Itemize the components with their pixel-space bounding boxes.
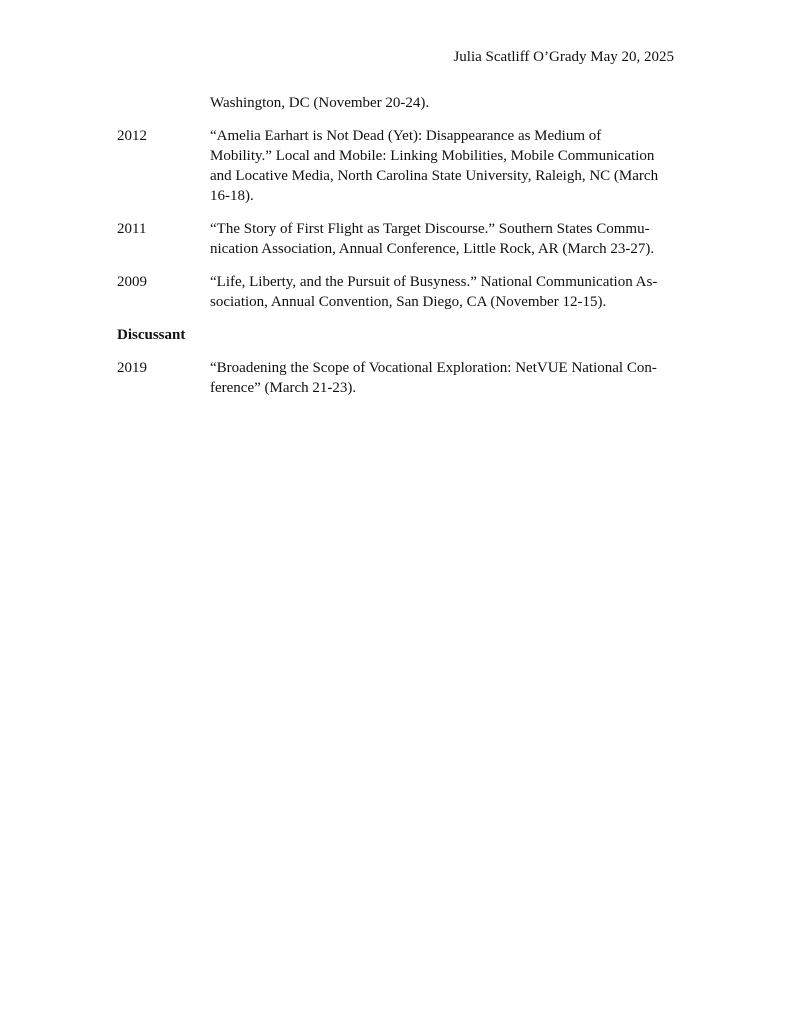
presentation-entry [117, 272, 677, 312]
discussant-entry [117, 358, 677, 398]
entry-line: “Broadening the Scope of Vocational Exploration: NetVUE National Con- [210, 360, 657, 376]
section-heading-discussant: Discussant [117, 327, 186, 343]
entry-line: “Life, Liberty, and the Pursuit of Busyness.” National Communication As- [210, 274, 658, 290]
entry-text [210, 126, 677, 206]
entry-text [210, 93, 677, 113]
entry-line: sociation, Annual Convention, San Diego, CA (November 12-15). [210, 294, 607, 310]
entry-line: “Amelia Earhart is Not Dead (Yet): Disappearance as Medium of [210, 128, 602, 144]
presentation-entry [117, 219, 677, 259]
entry-year [117, 93, 210, 113]
entry-line: Washington, DC (November 20-24). [210, 95, 430, 111]
entry-year: 2009 [117, 274, 147, 290]
entry-text [210, 358, 677, 398]
entry-line: nication Association, Annual Conference, Little Rock, AR (March 23-27). [210, 241, 655, 257]
presentation-entry [117, 126, 677, 206]
entry-line: 16-18). [210, 188, 254, 204]
entry-year: 2019 [117, 360, 147, 376]
cv-content [117, 93, 677, 411]
entry-line: ference” (March 21-23). [210, 380, 357, 396]
presentation-entry [117, 93, 677, 113]
entry-year: 2012 [117, 128, 147, 144]
entry-line: and Locative Media, North Carolina State University, Raleigh, NC (March [210, 168, 659, 184]
entry-text [210, 272, 677, 312]
entry-year: 2011 [117, 221, 147, 237]
running-header: Julia Scatliff O’Grady May 20, 2025 [453, 49, 674, 65]
entry-text [210, 219, 677, 259]
entry-line: Mobility.” Local and Mobile: Linking Mobilities, Mobile Communication [210, 148, 655, 164]
entry-line: “The Story of First Flight as Target Discourse.” Southern States Commu- [210, 221, 650, 237]
